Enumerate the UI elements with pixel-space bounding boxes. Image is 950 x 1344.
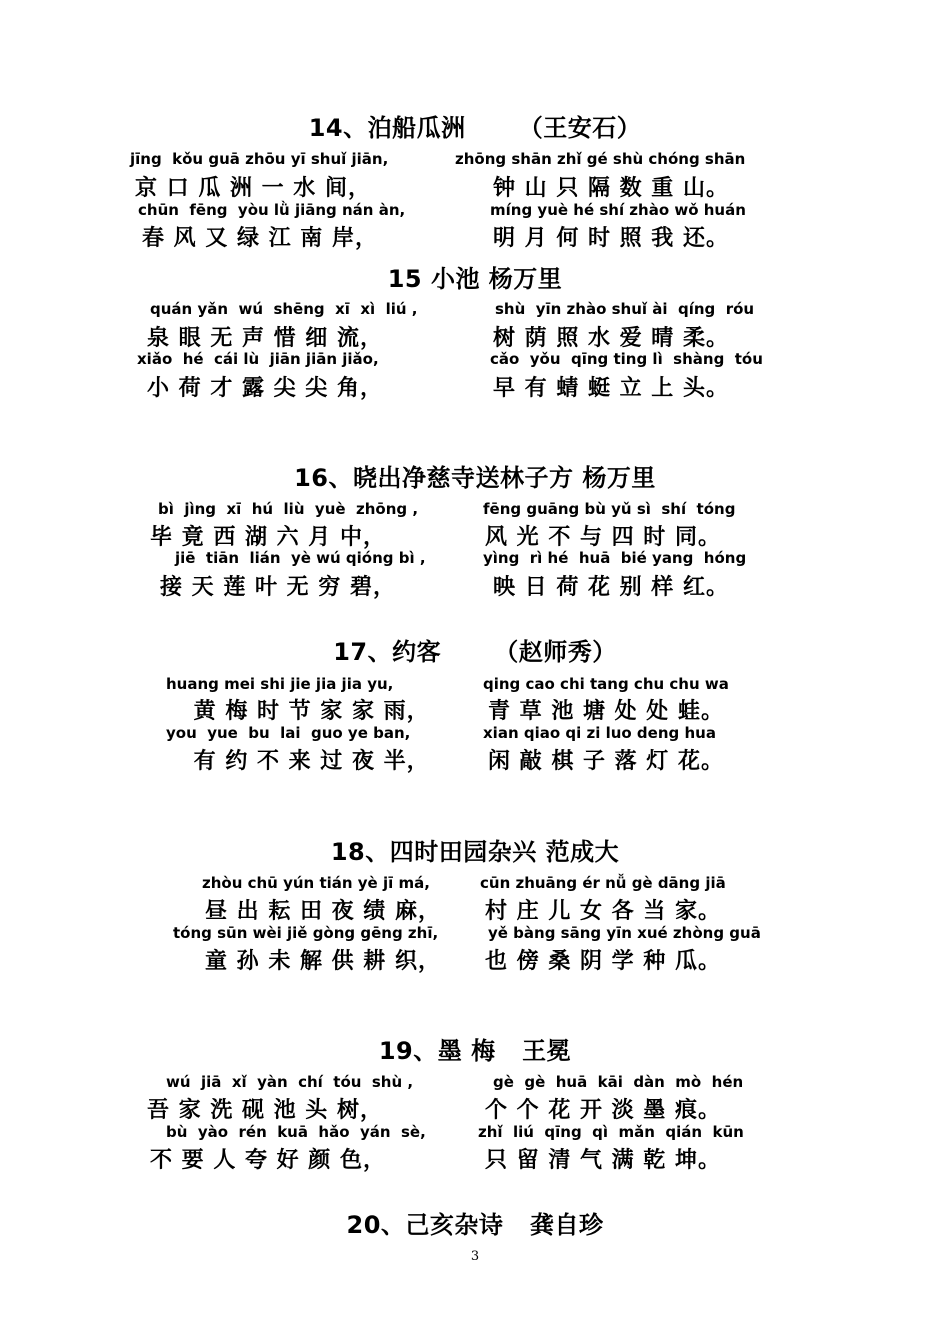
pinyin-line: míng yuè hé shí zhào wǒ huán	[490, 201, 746, 219]
poem-title: 18、四时田园杂兴 范成大	[330, 838, 620, 866]
pinyin-line: cǎo yǒu qīng ting lì shàng tóu	[490, 350, 763, 368]
hanzi-line: 个 个 花 开 淡 墨 痕。	[485, 1098, 721, 1123]
poem-title: 20、己亥杂诗 龚自珍	[346, 1211, 604, 1239]
pinyin-line: wú jiā xǐ yàn chí tóu shù ,	[166, 1073, 414, 1091]
hanzi-line: 明 月 何 时 照 我 还。	[493, 226, 729, 251]
pinyin-line: tóng sūn wèi jiě gòng gēng zhī,	[173, 924, 439, 942]
pinyin-line: xian qiao qi zi luo deng hua	[483, 724, 716, 742]
poem-title: 19、墨 梅 王冕	[378, 1037, 572, 1065]
pinyin-line: xiǎo hé cái lù jiān jiān jiǎo,	[137, 350, 379, 368]
hanzi-line: 吾 家 洗 砚 池 头 树，	[147, 1098, 383, 1123]
pinyin-line: fēng guāng bù yǔ sì shí tóng	[483, 500, 736, 518]
pinyin-line: jīng kǒu guā zhōu yī shuǐ jiān,	[130, 150, 389, 168]
page-number: 3	[470, 1249, 480, 1264]
hanzi-line: 闲 敲 棋 子 落 灯 花。	[488, 749, 724, 774]
pinyin-line: bù yào rén kuā hǎo yán sè,	[166, 1123, 426, 1141]
pinyin-line: gè gè huā kāi dàn mò hén	[493, 1073, 744, 1091]
hanzi-line: 树 荫 照 水 爱 晴 柔。	[493, 326, 729, 351]
hanzi-line: 泉 眼 无 声 惜 细 流，	[147, 326, 383, 351]
pinyin-line: yìng rì hé huā bié yang hóng	[483, 549, 747, 567]
pinyin-line: bì jìng xī hú liù yuè zhōng ,	[158, 500, 419, 518]
hanzi-line: 昼 出 耘 田 夜 绩 麻，	[205, 899, 441, 924]
poem-title: 14、泊船瓜洲 （王安石）	[308, 114, 642, 142]
pinyin-line: you yue bu lai guo ye ban,	[166, 724, 411, 742]
hanzi-line: 毕 竟 西 湖 六 月 中，	[150, 525, 386, 550]
pinyin-line: jiē tiān lián yè wú qióng bì ,	[175, 549, 426, 567]
poem-title: 17、约客 （赵师秀）	[333, 638, 617, 666]
hanzi-line: 早 有 蜻 蜓 立 上 头。	[493, 376, 729, 401]
pinyin-line: zhòu chū yún tián yè jī má,	[202, 874, 430, 892]
pinyin-line: chūn fēng yòu lǜ jiāng nán àn,	[138, 201, 406, 219]
poem-title: 16、晓出净慈寺送林子方 杨万里	[294, 464, 656, 492]
hanzi-line: 童 孙 未 解 供 耕 织，	[205, 949, 441, 974]
pinyin-line: zhōng shān zhǐ gé shù chóng shān	[455, 150, 746, 168]
hanzi-line: 青 草 池 塘 处 处 蛙。	[488, 699, 724, 724]
hanzi-line: 也 傍 桑 阴 学 种 瓜。	[485, 949, 721, 974]
hanzi-line: 只 留 清 气 满 乾 坤。	[485, 1148, 721, 1173]
hanzi-line: 小 荷 才 露 尖 尖 角，	[147, 376, 383, 401]
hanzi-line: 春 风 又 绿 江 南 岸，	[142, 226, 378, 251]
pinyin-line: cūn zhuāng ér nǚ gè dāng jiā	[480, 874, 726, 892]
hanzi-line: 村 庄 儿 女 各 当 家。	[485, 899, 721, 924]
hanzi-line: 钟 山 只 隔 数 重 山。	[493, 176, 729, 201]
pinyin-line: shù yīn zhào shuǐ ài qíng róu	[495, 300, 755, 318]
pinyin-line: zhǐ liú qīng qì mǎn qián kūn	[478, 1123, 744, 1141]
hanzi-line: 接 天 莲 叶 无 穷 碧，	[160, 575, 396, 600]
hanzi-line: 黄 梅 时 节 家 家 雨，	[185, 699, 430, 724]
pinyin-line: huang mei shi jie jia jia yu,	[166, 675, 394, 693]
hanzi-line: 有 约 不 来 过 夜 半，	[185, 749, 430, 774]
poem-title: 15 小池 杨万里	[387, 265, 563, 293]
hanzi-line: 风 光 不 与 四 时 同。	[485, 525, 721, 550]
hanzi-line: 映 日 荷 花 别 样 红。	[493, 575, 729, 600]
hanzi-line: 京 口 瓜 洲 一 水 间，	[135, 176, 371, 201]
pinyin-line: yě bàng sāng yīn xué zhòng guā	[488, 924, 761, 942]
pinyin-line: quán yǎn wú shēng xī xì liú ,	[150, 300, 418, 318]
pinyin-line: qing cao chi tang chu chu wa	[483, 675, 729, 693]
hanzi-line: 不 要 人 夸 好 颜 色，	[150, 1148, 386, 1173]
